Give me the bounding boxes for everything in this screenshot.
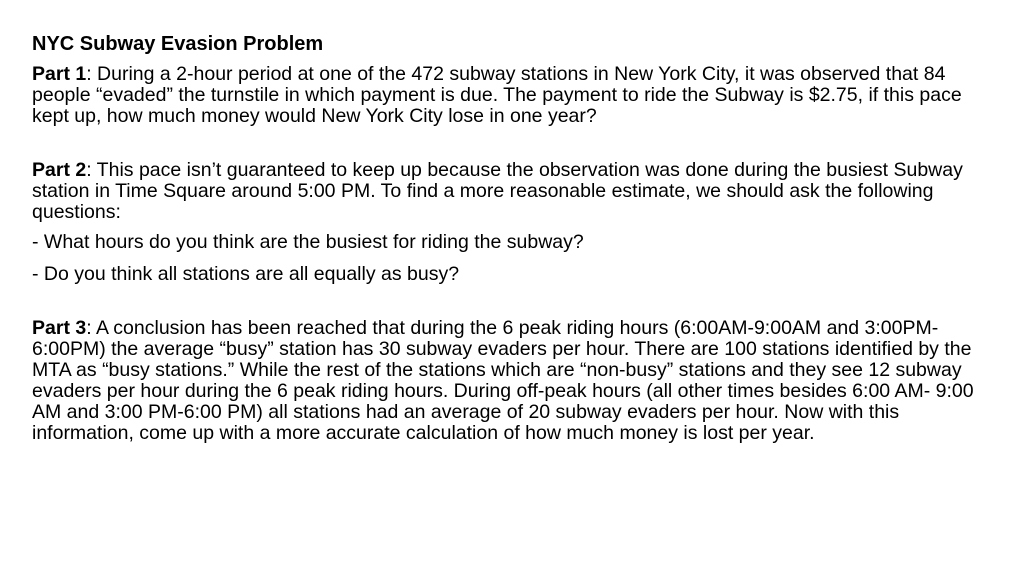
part-1-text: : During a 2-hour period at one of the 472 subway stations in New York City, it was observed that 84 people “evaded” the turnstile in which payment is due. The payment to ride the Subway is $2.75, if this pace kept up, how much money would New York City lose in one year? (32, 63, 962, 127)
part-1-label: Part 1 (32, 63, 87, 85)
part-3-label: Part 3 (32, 317, 87, 339)
slide-content (32, 32, 982, 444)
part-2-question-2: - Do you think all stations are all equally as busy? (32, 263, 460, 285)
problem-title: NYC Subway Evasion Problem (32, 33, 324, 55)
part-2-label: Part 2 (32, 159, 87, 181)
part-3-text: : A conclusion has been reached that during the 6 peak riding hours (6:00AM-9:00AM and 3:00PM-6:00PM) the average “busy” station has 30 subway evaders per hour. There are 100 stations identified by the MTA as “busy stations.” While the rest of the stations which are “non-busy” stations and they see 12 subway evaders per hour during the 6 peak riding hours. During off-peak hours (all other times besides 6:00 AM- 9:00 AM and 3:00 PM-6:00 PM) all stations had an average of 20 subway evaders per hour. Now with this information, come up with a more accurate calculation of how much money is lost per year. (32, 317, 974, 444)
part-2-paragraph (32, 160, 982, 223)
part-2-text: : This pace isn’t guaranteed to keep up because the observation was done during the busiest Subway station in Time Square around 5:00 PM. To find a more reasonable estimate, we should ask the following questions: (32, 159, 963, 223)
part-3-paragraph (32, 318, 982, 444)
part-2-question-1: - What hours do you think are the busiest for riding the subway? (32, 231, 584, 253)
part-1-paragraph (32, 64, 982, 127)
